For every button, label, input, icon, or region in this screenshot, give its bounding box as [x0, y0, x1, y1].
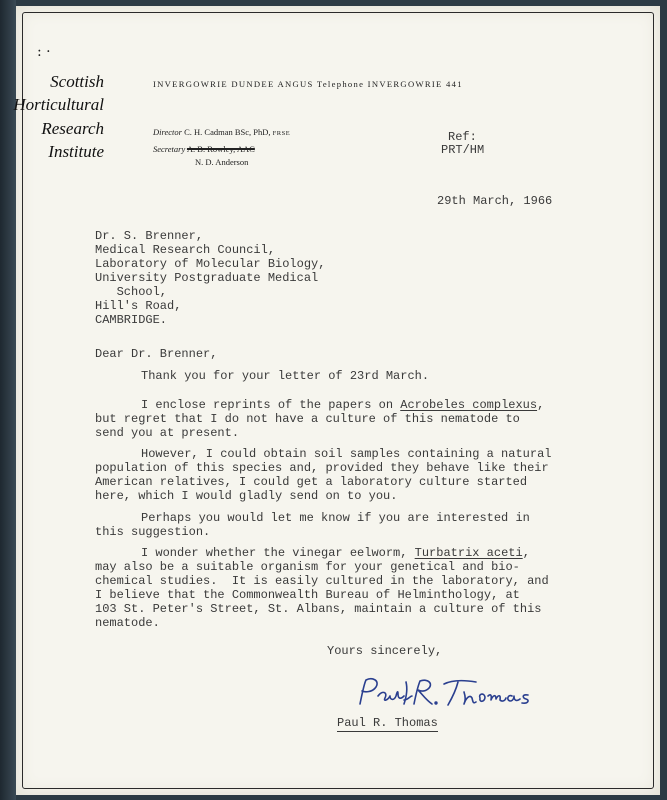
closing: Yours sincerely,	[327, 644, 443, 658]
paragraph-5-first-line	[141, 546, 530, 560]
ref-label: Ref:	[448, 130, 477, 144]
paragraph-5-line: 103 St. Peter's Street, St. Albans, maintain a culture of this	[95, 602, 542, 616]
director-label: Director	[153, 127, 182, 137]
letter-page	[13, 6, 660, 795]
director-line	[153, 127, 290, 137]
paragraph-1: Thank you for your letter of 23rd March.	[141, 369, 430, 383]
paragraph-2-line: but regret that I do not have a culture of this nematode to	[95, 412, 520, 426]
letterhead-address: INVERGOWRIE DUNDEE ANGUS Telephone INVERGOWRIE 441	[153, 79, 463, 89]
institution-line-4: Institute	[48, 142, 104, 161]
paragraph-5-line: chemical studies. It is easily cultured in the laboratory, and	[95, 574, 549, 588]
institution-line-2: Horticultural	[13, 95, 104, 114]
species-turbatrix: Turbatrix aceti	[414, 546, 523, 560]
species-acrobeles: Acrobeles complexus	[400, 398, 538, 412]
recipient-line: Medical Research Council,	[95, 243, 276, 257]
paragraph-3-line: here, which I would gladly send on to you.	[95, 489, 398, 503]
paragraph-3-line: population of this species and, provided they behave like their	[95, 461, 549, 475]
p2-post: ,	[537, 398, 545, 412]
paragraph-5-line: I believe that the Commonwealth Bureau of Helminthology, at	[95, 588, 520, 602]
ref-value: PRT/HM	[441, 143, 485, 157]
paragraph-3-line: However, I could obtain soil samples containing a natural	[141, 447, 552, 461]
recipient-line: School,	[95, 285, 168, 299]
secretary-struck-name: A. B. Rowley, AAC	[186, 144, 255, 154]
secretary-line	[153, 144, 255, 154]
handwritten-signature	[352, 674, 552, 714]
institution-line-3: Research	[41, 119, 104, 138]
paragraph-2-first-line	[141, 398, 544, 412]
recipient-line: University Postgraduate Medical	[95, 271, 319, 285]
secretary-name: N. D. Anderson	[195, 157, 249, 167]
scan-edge	[0, 0, 16, 800]
paragraph-5-line: may also be a suitable organism for your genetical and bio-	[95, 560, 520, 574]
salutation: Dear Dr. Brenner,	[95, 347, 218, 361]
secretary-label: Secretary	[153, 144, 186, 154]
corner-mark: : ·	[37, 44, 51, 60]
paragraph-4-line: this suggestion.	[95, 525, 211, 539]
institution-line-1: Scottish	[50, 72, 104, 91]
recipient-line: CAMBRIDGE.	[95, 313, 168, 327]
recipient-line: Dr. S. Brenner,	[95, 229, 204, 243]
director-honours: FRSE	[272, 130, 291, 137]
recipient-line: Hill's Road,	[95, 299, 182, 313]
paragraph-5-line: nematode.	[95, 616, 160, 630]
recipient-line: Laboratory of Molecular Biology,	[95, 257, 326, 271]
p2-pre: I enclose reprints of the papers on	[141, 398, 401, 412]
director-name: C. H. Cadman BSc, PhD,	[184, 127, 271, 137]
signatory-name: Paul R. Thomas	[337, 716, 438, 730]
paragraph-4-line: Perhaps you would let me know if you are interested in	[141, 511, 530, 525]
paragraph-2-line: send you at present.	[95, 426, 240, 440]
p5-pre: I wonder whether the vinegar eelworm,	[141, 546, 415, 560]
letter-date: 29th March, 1966	[437, 194, 553, 208]
paragraph-3-line: American relatives, I could get a laboratory culture started	[95, 475, 528, 489]
p5-post: ,	[522, 546, 530, 560]
